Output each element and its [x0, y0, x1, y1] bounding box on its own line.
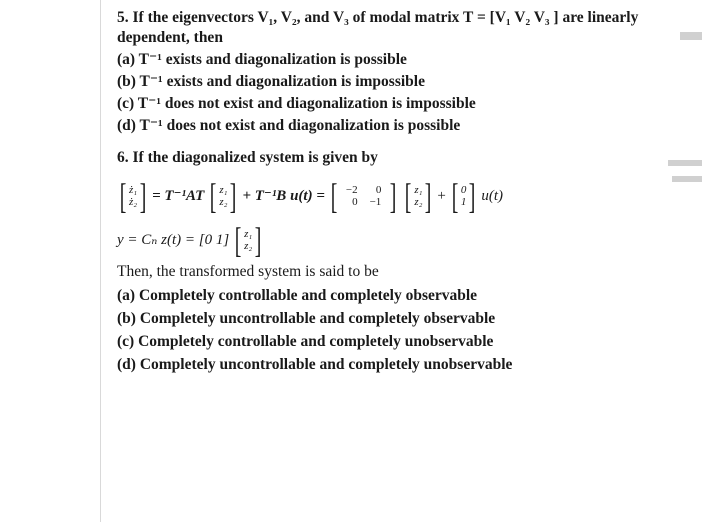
- input-u: u(t): [481, 188, 504, 204]
- a21: 0: [352, 196, 358, 208]
- scan-artifact: [672, 176, 702, 182]
- q5-line2: dependent, then: [117, 29, 223, 46]
- plus-sign: +: [437, 188, 446, 204]
- q6-then: Then, the transformed system is said to be: [117, 263, 379, 280]
- q5-option-b: (b) T⁻¹ exists and diagonalization is impossible: [117, 73, 425, 90]
- q6-option-d: (d) Completely uncontrollable and completely unobservable: [117, 356, 513, 373]
- state-vector-2: [ z₁ z₂ ]: [405, 176, 432, 216]
- q6-option-a: (a) Completely controllable and completely observable: [117, 287, 478, 304]
- z2: z₂: [219, 196, 228, 208]
- output-equation: [117, 222, 264, 258]
- q5-line1: 5. If the eigenvectors V₁, V₂, and V₃ of modal matrix T = [V₁ V₂ V₃ ] are linearly: [117, 9, 639, 26]
- output-lhs: y = Cₙ z(t) = [0 1]: [117, 232, 230, 248]
- question-page: [100, 0, 708, 522]
- q5-option-d: (d) T⁻¹ does not exist and diagonalization is possible: [117, 117, 461, 134]
- z2: z₂: [414, 196, 423, 208]
- state-vector: [ z₁ z₂ ]: [210, 176, 237, 216]
- q6-option-b: (b) Completely uncontrollable and completely observable: [117, 310, 496, 327]
- scan-artifact: [668, 160, 702, 166]
- state-derivative-vector: [ ż₁ ż₂ ]: [119, 176, 147, 216]
- b2: 1: [460, 196, 467, 208]
- q5-option-c: (c) T⁻¹ does not exist and diagonalization is impossible: [117, 95, 476, 112]
- transform-b: + T⁻¹B u(t) =: [242, 188, 325, 204]
- b1: 0: [460, 184, 467, 196]
- q6-option-c: (c) Completely controllable and completely unobservable: [117, 333, 494, 350]
- z1: z₁: [414, 184, 423, 196]
- q5-option-a: (a) T⁻¹ exists and diagonalization is possible: [117, 51, 407, 68]
- a22: −1: [369, 196, 382, 208]
- z1: z₁: [244, 228, 253, 240]
- scan-artifact: [680, 32, 702, 40]
- z1: z₁: [219, 184, 228, 196]
- output-state-vector: [ z₁ z₂ ]: [234, 220, 262, 260]
- transform-a: = T⁻¹AT: [152, 188, 205, 204]
- a11: −2: [345, 184, 358, 196]
- q6-line1: 6. If the diagonalized system is given by: [117, 149, 378, 166]
- b-vector: [ 0 1 ]: [451, 176, 476, 216]
- a-matrix: [ −2 0 0 −1 ]: [330, 176, 397, 216]
- z1-dot: ż₁: [129, 184, 138, 196]
- z2: z₂: [244, 240, 253, 252]
- a12: 0: [375, 184, 382, 196]
- z2-dot: ż₂: [129, 196, 138, 208]
- state-equation: [117, 178, 503, 214]
